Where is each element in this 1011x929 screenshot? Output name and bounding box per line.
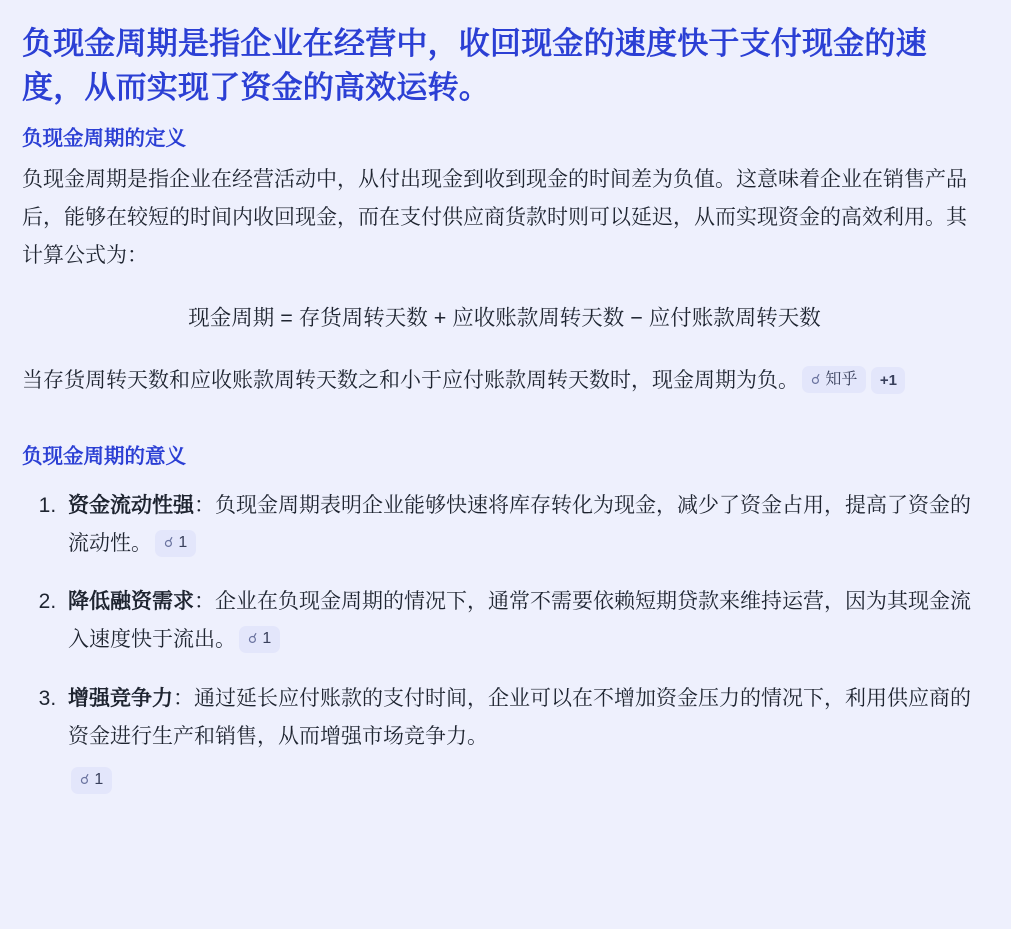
- list-item-separator: ：: [173, 686, 194, 710]
- list-item-lead: 增强竞争力: [68, 686, 173, 710]
- citation-row: [68, 762, 987, 800]
- significance-list: [22, 487, 987, 801]
- citation-chip-1[interactable]: [155, 530, 196, 557]
- list-item: [62, 583, 987, 659]
- citation-chip-zhihu[interactable]: [802, 366, 866, 393]
- link-icon: ☌: [164, 534, 174, 551]
- section-heading-significance: 负现金周期的意义: [22, 445, 186, 469]
- link-icon: ☌: [248, 630, 258, 647]
- list-item-separator: ：: [194, 493, 215, 517]
- list-item: [62, 680, 987, 801]
- citation-chip-1[interactable]: [71, 767, 112, 794]
- link-icon: ☌: [811, 370, 821, 387]
- definition-citation-group: [799, 369, 907, 392]
- list-item: [62, 487, 987, 563]
- list-item-lead: 降低融资需求: [68, 590, 194, 614]
- citation-chip-label: 知乎: [825, 370, 858, 388]
- citation-chip-label: 1: [178, 534, 188, 552]
- cash-cycle-formula: 现金周期 = 存货周转天数 + 应收账款周转天数 − 应付账款周转天数: [188, 306, 821, 331]
- list-item-text: 负现金周期表明企业能够快速将库存转化为现金，减少了资金占用，提高了资金的流动性。: [68, 493, 971, 556]
- definition-closing-text: 当存货周转天数和应收账款周转天数之和小于应付账款周转天数时，现金周期为负。: [22, 368, 799, 392]
- definition-paragraph: 负现金周期是指企业在经营活动中，从付出现金到收到现金的时间差为负值。这意味着企业在销售产品后，能够在较短的时间内收回现金，而在支付供应商货款时则可以延迟，从而实现资金的高效利用。其计算公式为：: [22, 167, 967, 268]
- citation-chip-1[interactable]: [239, 626, 280, 653]
- citation-chip-label: 1: [262, 630, 272, 648]
- link-icon: ☌: [80, 771, 90, 788]
- page-title: 负现金周期是指企业在经营中，收回现金的速度快于支付现金的速度，从而实现了资金的高效运转。: [22, 26, 927, 106]
- list-item-text: 通过延长应付账款的支付时间，企业可以在不增加资金压力的情况下，利用供应商的资金进行生产和销售，从而增强市场竞争力。: [68, 686, 971, 748]
- list-item-text: 企业在负现金周期的情况下，通常不需要依赖短期贷款来维持运营，因为其现金流入速度快于流出。: [68, 590, 971, 652]
- list-item-separator: ：: [194, 590, 215, 614]
- citation-more-button[interactable]: +1: [871, 367, 905, 394]
- list-item-lead: 资金流动性强: [68, 493, 194, 517]
- section-heading-definition: 负现金周期的定义: [22, 127, 186, 151]
- citation-chip-label: 1: [94, 771, 104, 789]
- definition-closing-paragraph: [22, 362, 987, 400]
